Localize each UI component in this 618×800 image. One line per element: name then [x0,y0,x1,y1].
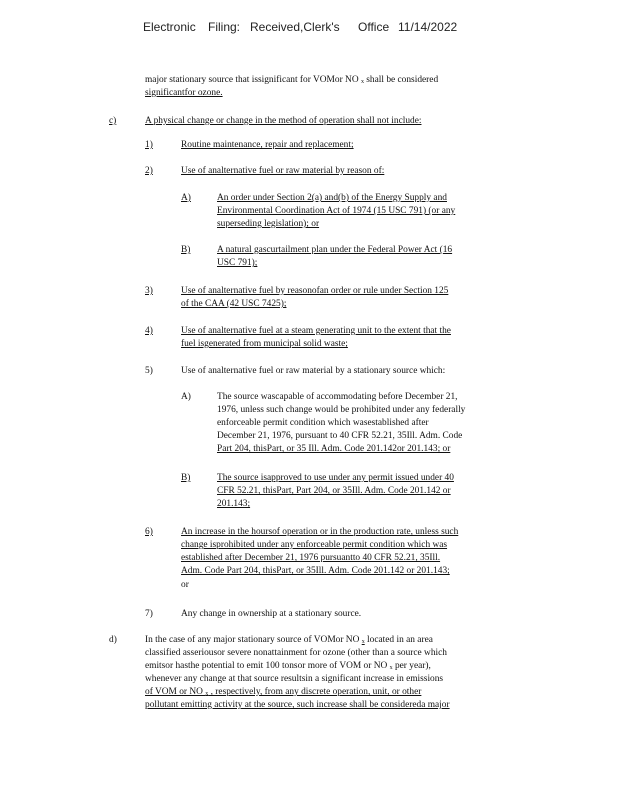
item-5A-line: December 21, 1976, pursuant to 40 CFR 52.21, 35Ill. Adm. Code [217,431,463,441]
item-2A-line: An order under Section 2(a) and(b) of the Energy Supply and [217,193,447,203]
item-5B-line: 201.143; [217,499,251,509]
section-c-label: c) [109,116,117,126]
item-5A-label: A) [181,392,191,402]
item-6-line: change isprohibited under any enforceable permit condition which was [181,540,448,550]
item-7-text: Any change in ownership at a stationary source. [181,609,362,619]
header-office: Office [358,20,390,34]
item-4-line: fuel isgenerated from municipal solid waste; [181,339,348,349]
intro-line-2: significantfor ozone. [145,88,223,98]
item-2-label: 2) [145,166,153,176]
item-2B-line: USC 791); [217,258,258,268]
item-3-label: 3) [145,286,153,296]
item-5A-line: 1976, unless such change would be prohibited under any federally [217,405,466,415]
header-filing: Filing: [208,20,241,34]
item-5B-line: The source isapproved to use under any permit issued under 40 [217,473,454,483]
item-6-line: An increase in the hoursof operation or in the production rate, unless such [181,527,459,537]
section-d-line-3: emitsor hasthe potential to emit 100 tonsor more of VOM or NO $_x$ per year), [145,661,431,671]
item-4-label: 4) [145,326,153,336]
item-3-line: Use of analternative fuel by reasonofan order or rule under Section 125 [181,286,449,296]
header-received: Received,Clerk's [250,20,340,34]
item-2-text: Use of analternative fuel or raw material by reason of: [181,166,385,176]
item-5-label: 5) [145,366,153,376]
item-5B-line: CFR 52.21, thisPart, Part 204, or 35Ill. Adm. Code 201.142 or [217,486,451,496]
item-4-line: Use of analternative fuel at a steam generating unit to the extent that the [181,326,451,336]
item-2A-label: A) [181,193,191,203]
item-7-label: 7) [145,609,153,619]
item-6-tail: or [181,580,189,590]
item-5B-label: B) [181,473,191,483]
item-1-text: Routine maintenance, repair and replacement; [181,140,354,150]
section-d-label: d) [109,635,117,645]
item-2A-line: superseding legislation); or [217,219,320,229]
item-6-line: Adm. Code Part 204, thisPart, or 35Ill. Adm. Code 201.142 or 201.143; [181,566,450,576]
item-1-label: 1) [145,140,153,150]
section-c-text: A physical change or change in the method of operation shall not include: [145,116,422,126]
item-6-line: established after December 21, 1976 pursuantto 40 CFR 52.21, 35Ill. [181,553,441,563]
item-2B-label: B) [181,245,191,255]
item-5A-line: enforceable permit condition which wasestablished after [217,418,429,428]
item-3-line: of the CAA (42 USC 7425); [181,299,287,309]
section-d-line-2: classified asseriousor severe nonattainment for ozone (other than a source which [145,648,447,658]
header-date: 11/14/2022 [398,20,458,34]
section-d-line-5: of VOM or NO $_x$ , respectively, from any discrete operation, unit, or other [145,687,422,697]
section-d-line-1: In the case of any major stationary source of VOMor NO $_x$ located in an area [145,635,433,645]
item-2A-line: Environmental Coordination Act of 1974 (15 USC 791) (or any [217,206,456,216]
section-d-line-4: whenever any change at that source resultsin a significant increase in emissions [145,674,444,684]
item-5A-line: Part 204, thisPart, or 35 Ill. Adm. Code 201.142or 201.143; or [217,444,451,454]
item-5A-line: The source wascapable of accommodating before December 21, [217,392,458,402]
intro-line-1: major stationary source that issignificant for VOMor NO $_x$ shall be considered [145,75,439,85]
section-d-line-6: pollutant emitting activity at the source, such increase shall be considereda major [145,700,450,710]
item-6-label: 6) [145,527,153,537]
header-electronic: Electronic [143,20,196,34]
item-2B-line: A natural gascurtailment plan under the Federal Power Act (16 [217,245,453,255]
item-5-text: Use of analternative fuel or raw material by a stationary source which: [181,366,446,376]
